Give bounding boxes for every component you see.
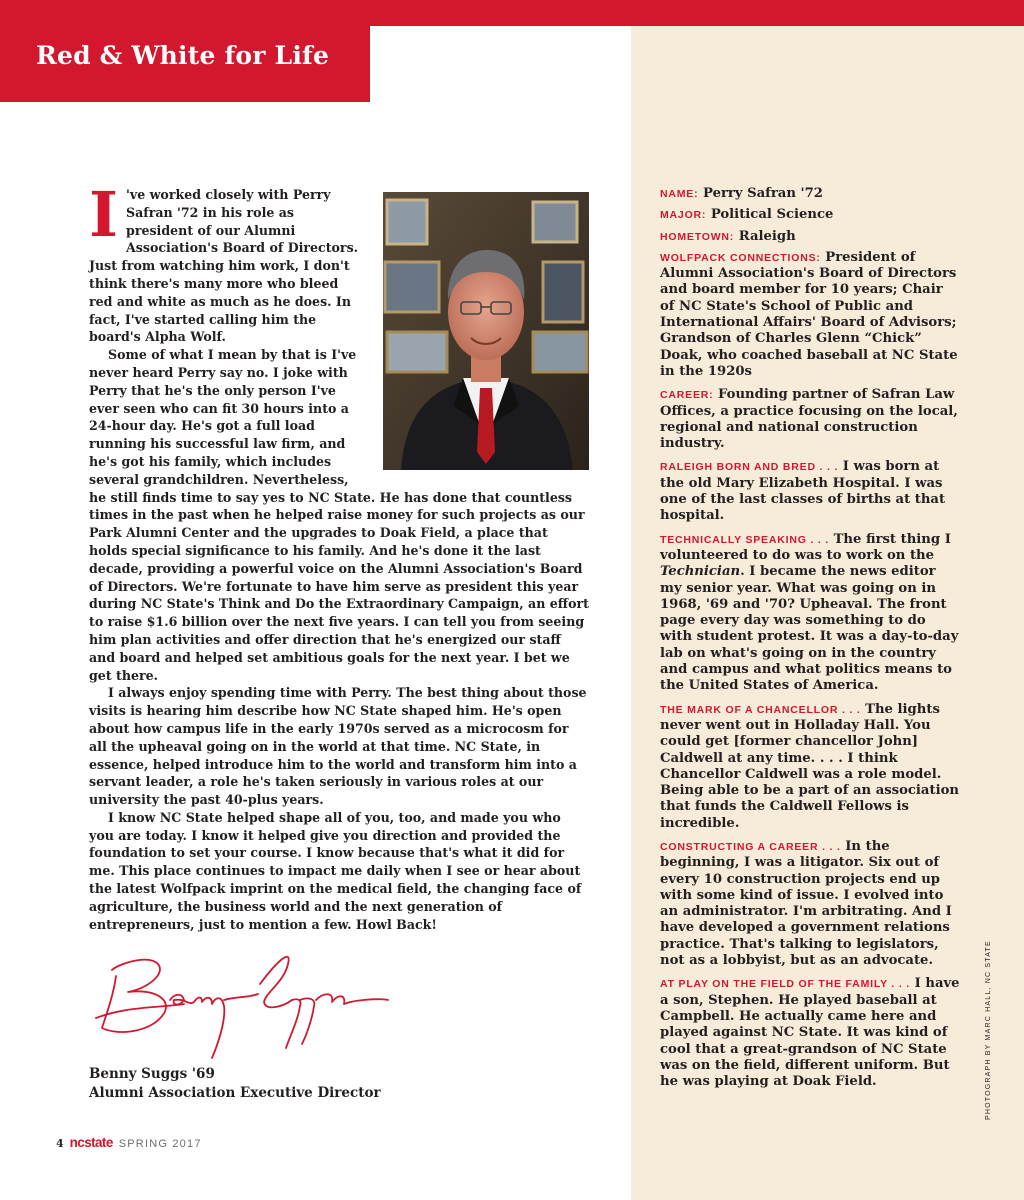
letter-paragraph-4: I know NC State helped shape all of you, too, and made you who you are today. I know it helped give you direction and provided the foundation to set your course. I know because that's what it did for me. This place continues to impact me daily when I see or hear about the latest Wolfpack imprint on the medical field, the changing face of agriculture, the business world and the next generation of entrepreneurs, just to mention a few. Howl Back! — [89, 809, 582, 932]
profile-text: In the beginning, I was a litigator. Six out of every 10 construction projects end up with some kind of issue. I evolved into an administrator. I'm arbitrating. And I have developed a government relations practice. That's talking to legislators, not as a lobbyist, but as an advocate. — [660, 838, 952, 969]
profile-item — [660, 250, 960, 380]
profile-item — [660, 186, 960, 202]
page-footer — [56, 1135, 202, 1155]
profile-text: The first thing I volunteered to do was to work on the — [660, 531, 951, 563]
profile-text: The lights never went out in Holladay Hall. You could get [former chancellor John] Caldwell at any time. . . . I think Chancellor Caldwell was a role model. Being able to be a part of an association that funds the Caldwell Fellows is incredible. — [660, 701, 959, 831]
drop-cap: I — [89, 178, 119, 251]
page-title: Red & White for Life — [36, 41, 330, 70]
profile-item — [660, 459, 960, 524]
section-header — [0, 26, 370, 102]
author-name: Benny Suggs '69 — [89, 1066, 215, 1082]
profile-text-italic: Technician — [660, 564, 741, 580]
portrait-photo-frame — [383, 192, 589, 470]
profile-text: President of Alumni Association's Board of Directors and board member for 10 years; Chair of NC State's School of Public and International Affairs' Board of Advisors; Grandson of Charles Glenn “Chick” Doak, who coached baseball at NC State in the 1920s — [660, 249, 958, 379]
letter-body — [89, 178, 589, 933]
profile-label: MAJOR: — [660, 209, 707, 222]
profile-item — [660, 229, 960, 245]
profile-label: AT PLAY ON THE FIELD OF THE FAMILY . . . — [660, 978, 910, 991]
top-accent-bar — [0, 0, 1024, 26]
profile-label: WOLFPACK CONNECTIONS: — [660, 251, 821, 264]
profile-label: HOMETOWN: — [660, 230, 735, 243]
letter-paragraph-3: I always enjoy spending time with Perry. The best thing about those visits is hearing him describe how NC State shaped him. He's open about how campus life in the early 1970s served as a microcosm for all the upheaval going on in the world at that time. NC State, in essence, helped introduce him to the world and transform him into a servant leader, a role he's taken seriously in various roles at our university the past 40-plus years. — [89, 685, 587, 808]
profile-sidebar — [660, 186, 960, 1097]
profile-label: TECHNICALLY SPEAKING . . . — [660, 533, 829, 546]
profile-label: THE MARK OF A CHANCELLOR . . . — [660, 703, 861, 716]
letter-paragraph-1: I 've worked closely with Perry Safran '72 in his role as president of our Alumni Association's Board of Directors. Just from watching him work, I don't think there's many more who bleed red and white as much as he does. In fact, I've started calling him the board's Alpha Wolf. — [89, 178, 359, 345]
profile-text: I have a son, Stephen. He played baseball at Campbell. He actually came here and played against NC State. It was kind of cool that a great-grandson of NC State was on the field, different uniform. But he was playing at Doak Field. — [660, 976, 960, 1090]
profile-item — [660, 532, 960, 695]
author-title: Alumni Association Executive Director — [89, 1085, 381, 1101]
author-signoff — [89, 1065, 381, 1103]
profile-text: Perry Safran '72 — [703, 186, 823, 201]
profile-label: CONSTRUCTING A CAREER . . . — [660, 840, 841, 853]
profile-item — [660, 387, 960, 452]
profile-text: Raleigh — [738, 228, 796, 244]
page-number: 4 — [56, 1137, 64, 1150]
issue-label: SPRING 2017 — [118, 1138, 202, 1150]
profile-label: RALEIGH BORN AND BRED . . . — [660, 461, 839, 474]
profile-text: Political Science — [710, 207, 834, 223]
profile-text: Founding partner of Safran Law Offices, a practice focusing on the local, regional and national construction industry. — [660, 387, 958, 452]
profile-item — [660, 207, 960, 223]
profile-item — [660, 702, 960, 832]
profile-label: NAME: — [660, 188, 699, 200]
magazine-brand: ncstate — [69, 1135, 113, 1150]
profile-text: . I became the news editor my senior year. What was going on in 1968, '69 and '70? Upheaval. The front page every day was something to do with student protest. It was a day-to-day lab on what's going on in the country and campus and what politics means to the United States of America. — [660, 564, 959, 694]
letter-paragraph-2: Some of what I mean by that is I've never heard Perry say no. I joke with Perry that he's the only person I've ever seen who can fit 30 hours into a 24-hour day. He's got a full load running his successful law firm, and he's got his family, which includes several grandchildren. Nevertheless, he still finds time to say yes to NC State. He has done that countless times in the past when he helped raise money for such projects as our Park Alumni Center and the upgrades to Doak Field, a place that holds special significance to his family. And he's done it the last decade, providing a powerful voice on the Alumni Association's Board of Directors. We're fortunate to have him serve as president this year during NC State's Think and Do the Extraordinary Campaign, an effort to raise $1.6 billion over the next five years. I can tell you from seeing him plan activities and offer direction that he's energized our staff and board and helped set ambitious goals for the next year. I bet we get there. — [89, 347, 589, 683]
photo-credit: PHOTOGRAPH BY MARC HALL, NC STATE — [985, 940, 992, 1120]
profile-item — [660, 976, 960, 1090]
profile-label: CAREER: — [660, 389, 714, 402]
signature — [88, 940, 398, 1065]
portrait-photo — [383, 192, 589, 470]
profile-text: I was born at the old Mary Elizabeth Hospital. I was one of the last classes of births at that hospital. — [660, 459, 946, 524]
profile-item — [660, 839, 960, 969]
